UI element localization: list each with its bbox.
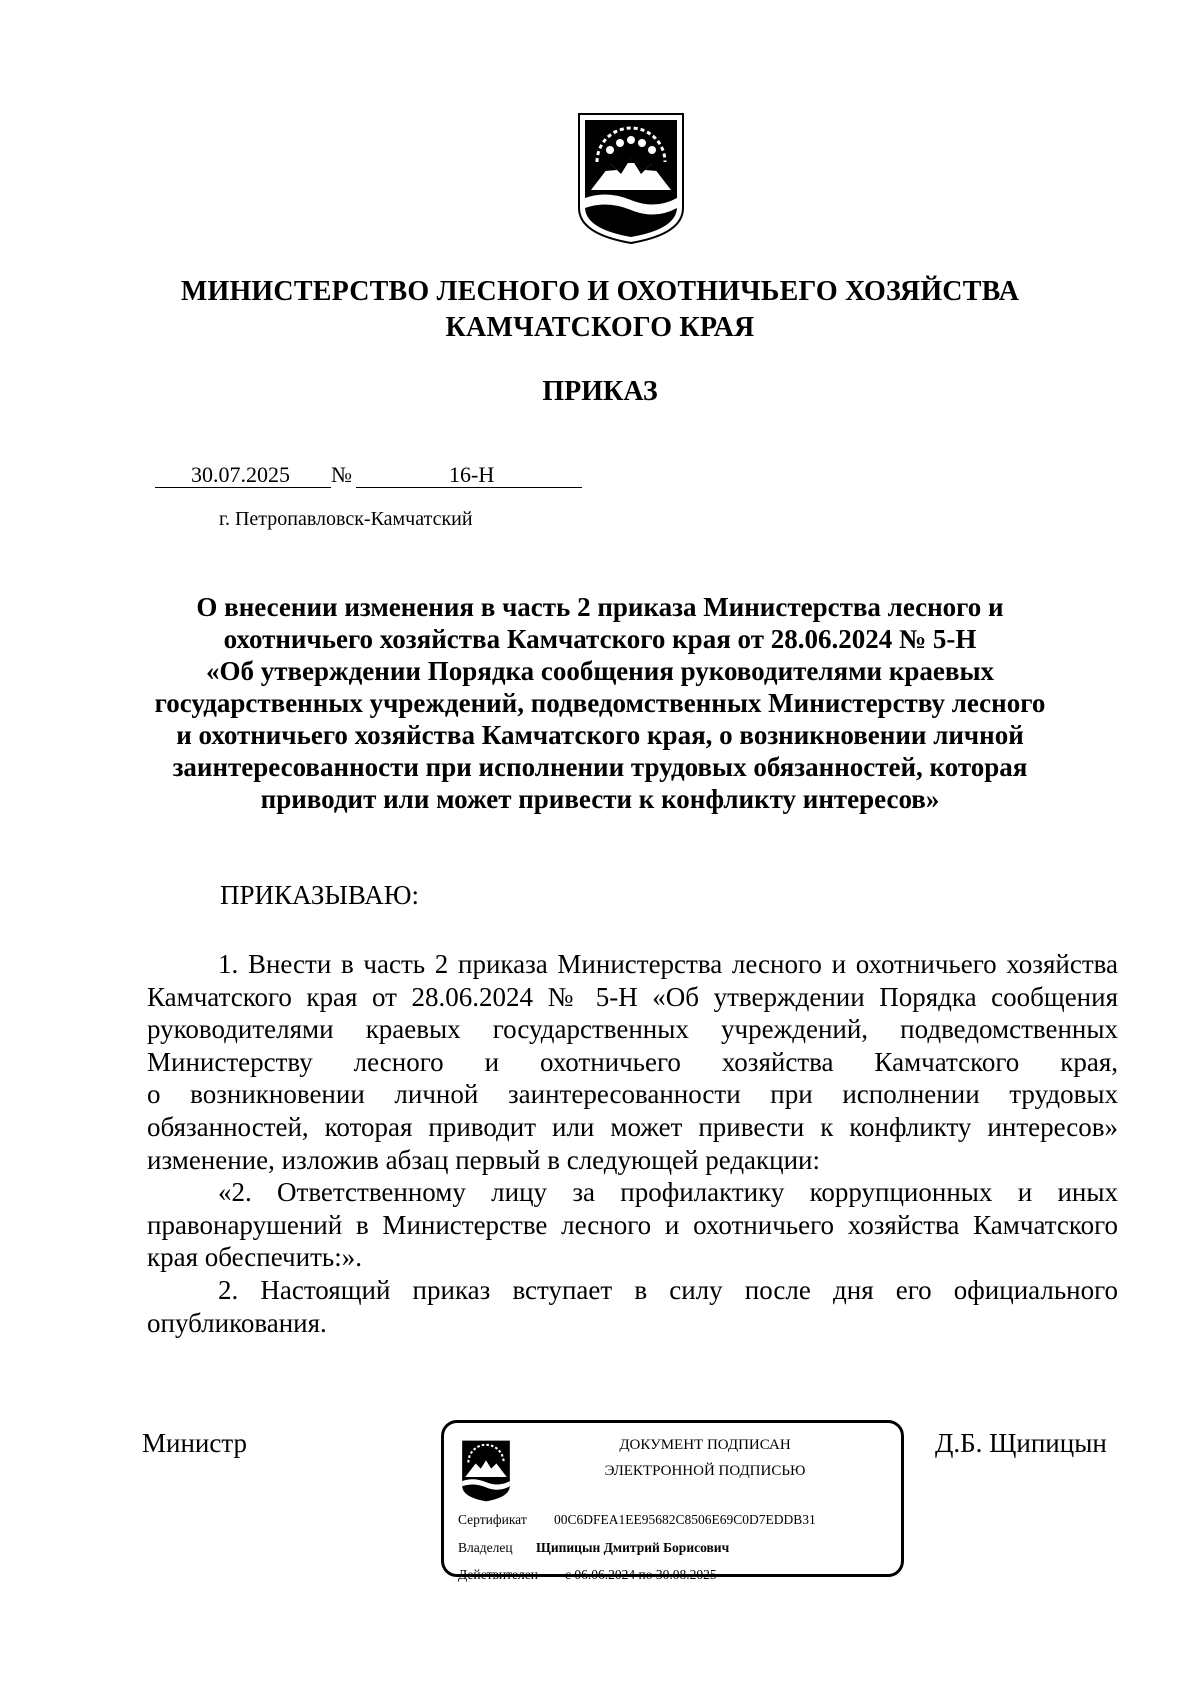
number-field	[356, 462, 582, 488]
owner-value: Щипицын Дмитрий Борисович	[536, 1540, 730, 1555]
body-line: «2. Ответственному лицу за профилактику коррупционных и иных	[218, 1177, 1118, 1208]
body-line: руководителями краевых государственных учреждений, подведомственных	[147, 1014, 1118, 1045]
title-line: приводит или может привести к конфликту интересов»	[260, 784, 940, 814]
cert-value: 00C6DFEA1EE95682C8506E69C0D7EDDB31	[554, 1512, 816, 1527]
body-line: обязанностей, которая приводит или может привести к конфликту интересов»	[147, 1111, 1118, 1142]
body-line: Министерству лесного и охотничьего хозяйства Камчатского края,	[147, 1046, 1118, 1077]
order-number: 16-Н	[449, 462, 495, 487]
body-line: 2. Настоящий приказ вступает в силу после дня его официального	[218, 1274, 1118, 1305]
document-type: ПРИКАЗ	[542, 376, 658, 407]
document-title	[120, 591, 1080, 815]
title-line: «Об утверждении Порядка сообщения руководителями краевых	[205, 656, 995, 686]
stamp-line-1: ДОКУМЕНТ ПОДПИСАН	[619, 1437, 791, 1453]
body-line: изменение, изложив абзац первый в следующей редакции:	[147, 1144, 821, 1175]
body-line: края обеспечить:».	[147, 1242, 362, 1273]
title-line: заинтересованности при исполнении трудовых обязанностей, которая	[172, 752, 1028, 782]
title-line: государственных учреждений, подведомственных Министерству лесного	[154, 688, 1046, 718]
valid-label: Действителен	[458, 1567, 538, 1582]
signer-name: Д.Б. Щипицын	[935, 1428, 1107, 1458]
order-date: 30.07.2025	[191, 462, 290, 487]
title-line: и охотничьего хозяйства Камчатского края, о возникновении личной	[176, 720, 1024, 750]
stamp-emblem-icon	[458, 1436, 514, 1506]
title-line: охотничьего хозяйства Камчатского края от 28.06.2024 № 5-Н	[223, 624, 977, 654]
body-line: опубликования.	[147, 1307, 327, 1338]
cert-label: Сертификат	[458, 1512, 527, 1527]
order-word: ПРИКАЗЫВАЮ:	[220, 880, 419, 910]
document-body	[147, 948, 1118, 1339]
stamp-line-2: ЭЛЕКТРОННОЙ ПОДПИСЬЮ	[604, 1463, 806, 1479]
body-line: правонарушений в Министерстве лесного и охотничьего хозяйства Камчатского	[147, 1209, 1118, 1240]
kamchatka-emblem	[577, 112, 685, 245]
body-line: о возникновении личной заинтересованности при исполнении трудовых	[147, 1079, 1118, 1110]
body-line: Камчатского края от 28.06.2024 № 5-Н «Об утверждении Порядка сообщения	[147, 981, 1118, 1012]
city: г. Петропавловск-Камчатский	[219, 508, 473, 530]
ministry-name-line-1: МИНИСТЕРСТВО ЛЕСНОГО И ОХОТНИЧЬЕГО ХОЗЯЙСТВА	[180, 276, 1020, 307]
date-field	[155, 462, 331, 488]
body-line: 1. Внести в часть 2 приказа Министерства лесного и охотничьего хозяйства	[218, 949, 1118, 979]
signer-position: Министр	[142, 1428, 247, 1458]
owner-label: Владелец	[458, 1540, 513, 1555]
ministry-name-line-2: КАМЧАТСКОГО КРАЯ	[445, 312, 755, 343]
title-line: О внесении изменения в часть 2 приказа Министерства лесного и	[196, 592, 1004, 622]
valid-value: с 06.06.2024 по 30.08.2025	[565, 1567, 717, 1582]
number-sign: №	[331, 462, 352, 487]
